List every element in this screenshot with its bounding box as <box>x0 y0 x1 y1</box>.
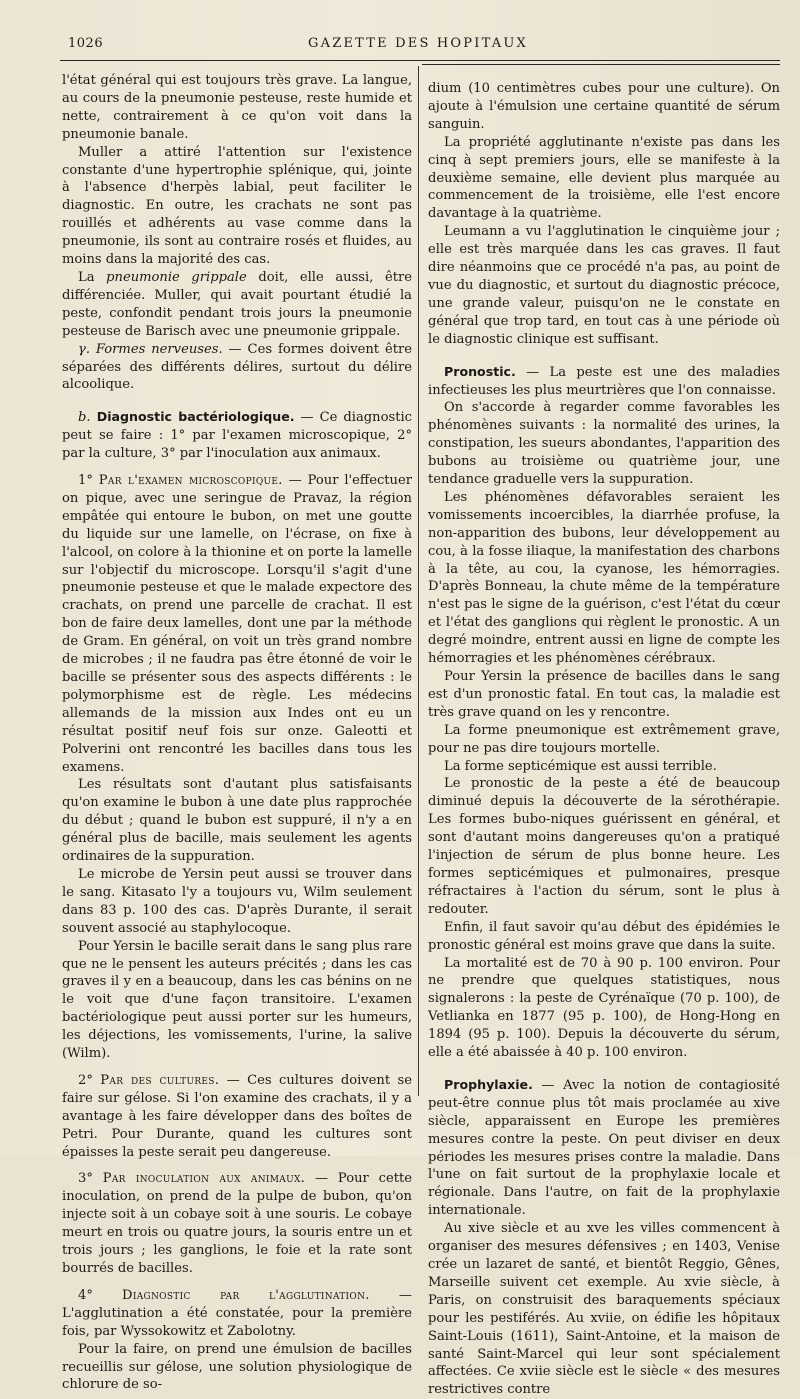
header-rule-secondary <box>422 64 780 65</box>
subsection-label: γ. Formes nerveuses. <box>78 341 223 357</box>
paragraph: Pronostic. — La peste est une des maladies infectieuses les plus meurtrières que l'on connaisse. <box>428 363 780 398</box>
paragraph: b. Diagnostic bactériologique. — Ce diagnostic peut se faire : 1° par l'examen microscopique, 2° par la culture, 3° par l'inoculation aux animaux. <box>62 409 412 462</box>
page-number: 1026 <box>68 36 104 51</box>
paragraph: La forme septicémique est aussi terrible. <box>444 758 717 774</box>
paragraph: La mortalité est de 70 à 90 p. 100 environ. Pour ne prendre que quelques statistiques, nous signalerons : la peste de Cyrénaïque (70 p. 100), de Vetlianka en 1877 (95 p. 100), de Hong-Hong en 1894 (95 p. 100). Depuis la découverte du sérum, elle a été abaissée à 40 p. 100 environ. <box>428 955 780 1061</box>
section-heading: Diagnostic bactériologique. <box>90 409 295 425</box>
paragraph: Les phénomènes défavorables seraient les vomissements incoercibles, la diarrhée profuse, la non-apparition des bubons, leur développement au cou, à la fosse iliaque, la manifestation des charbons à la tête, au cou, la cyanose, les hémorragies. D'après Bonneau, la chute même de la température n'est pas le signe de la guérison, c'est l'état du cœur et l'état des ganglions qui règlent le pronostic. A un degré moindre, entrent aussi en ligne de compte les hémorragies et les phénomènes cérébraux. <box>428 489 780 667</box>
header-rule <box>60 60 780 61</box>
subsection-heading: Par inoculation aux animaux. <box>102 1171 306 1187</box>
paragraph: Le pronostic de la peste a été de beaucoup diminué depuis la découverte de la sérothérapie. Les formes bubo-niques guérissent en général, et sont d'autant moins dangereuses qu'on a pratiqué l'injection de sérum de plus bonne heure. Les formes septicémiques et pulmonaires, presque réfractaires à l'action du sérum, sont le plus à redouter. <box>428 776 780 917</box>
right-column <box>428 80 780 1399</box>
paragraph: Prophylaxie. — Avec la notion de contagiosité peut-être connue plus tôt mais proclamée au xive siècle, apparaissent en Europe les premières mesures contre la peste. On peut diviser en deux périodes les mesures prises contre la maladie. Dans l'une on fait surtout de la prophylaxie locale et régionale. Dans l'autre, on fait de la prophylaxie internationale. <box>428 1076 780 1219</box>
paragraph: 1° Par l'examen microscopique. — Pour l'effectuer on pique, avec une seringue de Pravaz, la région empâtée qui entoure le bubon, on met une goutte du liquide sur une lamelle, on l'écrase, on fixe à l'alcool, on colore à la thionine et on porte la lamelle sur l'objectif du microscope. Lorsqu'il s'agit d'une pneumonie pesteuse et que le malade expectore des crachats, on prend une parcelle de crachat. Il est bon de faire deux lamelles, dont une par la méthode de Gram. En général, on voit un très grand nombre de microbes ; il ne faudra pas être étonné de voir le bacille se présenter sous des aspects différents : le polymorphisme est de règle. Les médecins allemands de la mission aux Indes ont eu un résultat positif neuf fois sur onze. Galeotti et Polverini ont rencontré les bacilles dans tous les examens. <box>62 473 412 775</box>
paragraph: On s'accorde à regarder comme favorables les phénomènes suivants : la normalité des urines, la constipation, les sueurs abondantes, l'apparition des bubons au troisième ou quatrième jour, une tendance graduelle vers la suppuration. <box>428 400 780 488</box>
running-header <box>60 30 776 60</box>
paragraph: Enfin, il faut savoir qu'au début des épidémies le pronostic général est moins grave que dans la suite. <box>428 919 780 953</box>
paragraph: 4° Diagnostic par l'agglutination. — L'agglutination a été constatée, pour la première fois, par Wyssokowitz et Zabolotny. <box>62 1287 412 1339</box>
section-heading: Prophylaxie. <box>444 1076 533 1092</box>
column-separator <box>418 66 419 1096</box>
subsection-heading: Diagnostic par l'agglutination. <box>122 1287 370 1303</box>
paragraph: Pour Yersin le bacille serait dans le sang plus rare que ne le pensent les auteurs précités ; dans les cas graves il y en a beaucoup, dans les cas bénins on ne le voit que d'une façon transitoire. L'examen bactériologique peut aussi porter sur les humeurs, les déjections, les vomissements, l'urine, la salive (Wilm). <box>62 938 412 1062</box>
left-column <box>62 72 412 1394</box>
paragraph: La pneumonie grippale doit, elle aussi, être différenciée. Muller, qui avait pourtant étudié la peste, confondit pendant trois jours la pneumonie pesteuse de Barisch avec une pneumonie grippale. <box>62 269 412 339</box>
paragraph: Au xive siècle et au xve les villes commencent à organiser des mesures défensives ; en 1403, Venise crée un lazaret de santé, et bientôt Reggio, Gênes, Marseille suivent cet exemple. Au xvie siècle, à Paris, on construisit des baraquements spéciaux pour les pestiférés. Au xviie, on édifie les hôpitaux Saint-Louis (1611), Saint-Antoine, et la maison de santé Saint-Marcel qui leur sont spécialement affectées. Ce xviie siècle est le siècle « des mesures restrictives contre <box>428 1221 780 1398</box>
paragraph: Le microbe de Yersin peut aussi se trouver dans le sang. Kitasato l'y a toujours vu, Wilm seulement dans 83 p. 100 des cas. D'après Durante, il serait souvent associé au staphylocoque. <box>62 866 412 936</box>
journal-title: GAZETTE DES HOPITAUX <box>308 36 528 51</box>
subsection-heading: Par des cultures. <box>100 1072 220 1088</box>
paragraph: dium (10 centimètres cubes pour une culture). On ajoute à l'émulsion une certaine quantité de sérum sanguin. <box>428 81 780 132</box>
paragraph: La propriété agglutinante n'existe pas dans les cinq à sept premiers jours, elle se manifeste à la deuxième semaine, elle devient plus marquée au commencement de la troisième, elle l'est encore davantage à la quatrième. <box>428 134 780 222</box>
section-heading: Pronostic. <box>444 363 516 379</box>
paragraph: 3° Par inoculation aux animaux. — Pour cette inoculation, on prend de la pulpe de bubon, qu'on injecte soit à un cobaye soit à une souris. Le cobaye meurt en trois ou quatre jours, la souris entre un et trois jours ; les ganglions, le foie et la rate sont bourrés de bacilles. <box>62 1171 412 1276</box>
paragraph: La forme pneumonique est extrêmement grave, pour ne pas dire toujours mortelle. <box>428 722 780 756</box>
paragraph: Pour Yersin la présence de bacilles dans le sang est d'un pronostic fatal. En tout cas, la maladie est très grave quand on les y rencontre. <box>428 669 780 720</box>
subsection-letter: b. <box>78 410 91 426</box>
paragraph: Les résultats sont d'autant plus satisfaisants qu'on examine le bubon à une date plus rapprochée du début ; quand le bubon est suppuré, il n'y a en général plus de bacille, mais seulement les agents ordinaires de la suppuration. <box>62 777 412 865</box>
paragraph: γ. Formes nerveuses. — Ces formes doivent être séparées des différents délires, surtout du délire alcoolique. <box>62 341 413 393</box>
paragraph: Leumann a vu l'agglutination le cinquième jour ; elle est très marquée dans les cas graves. Il faut dire néanmoins que ce procédé n'a pas, au point de vue du diagnostic, et surtout du diagnostic précoce, une grande valeur, puisqu'on ne le constate en général que trop tard, en tout cas à une période où le diagnostic clinique est suffisant. <box>428 224 780 347</box>
subsection-heading: Par l'examen microscopique. <box>98 473 283 489</box>
paragraph: Muller a attiré l'attention sur l'existence constante d'une hypertrophie splénique, qui, jointe à l'absence d'herpès labial, peut faciliter le diagnostic. En outre, les crachats ne sont pas rouillés et adhérents au vase comme dans la pneumonie, ils sont au contraire rosés et fluides, au moins dans la majorité des cas. <box>62 144 412 268</box>
paragraph: 2° Par des cultures. — Ces cultures doivent se faire sur gélose. Si l'on examine des crachats, il y a avantage à les faire développer dans des boîtes de Petri. Pour Durante, quand les cultures sont épaisses la peste serait peu dangereuse. <box>62 1072 413 1160</box>
emphasis: pneumonie grippale <box>106 269 247 285</box>
paragraph: Pour la faire, on prend une émulsion de bacilles recueillis sur gélose, une solution physiologique de chlorure de so- <box>62 1341 412 1393</box>
paragraph: l'état général qui est toujours très grave. La langue, au cours de la pneumonie pesteuse, reste humide et nette, contrairement à ce qu'on voit dans la pneumonie banale. <box>62 73 412 142</box>
